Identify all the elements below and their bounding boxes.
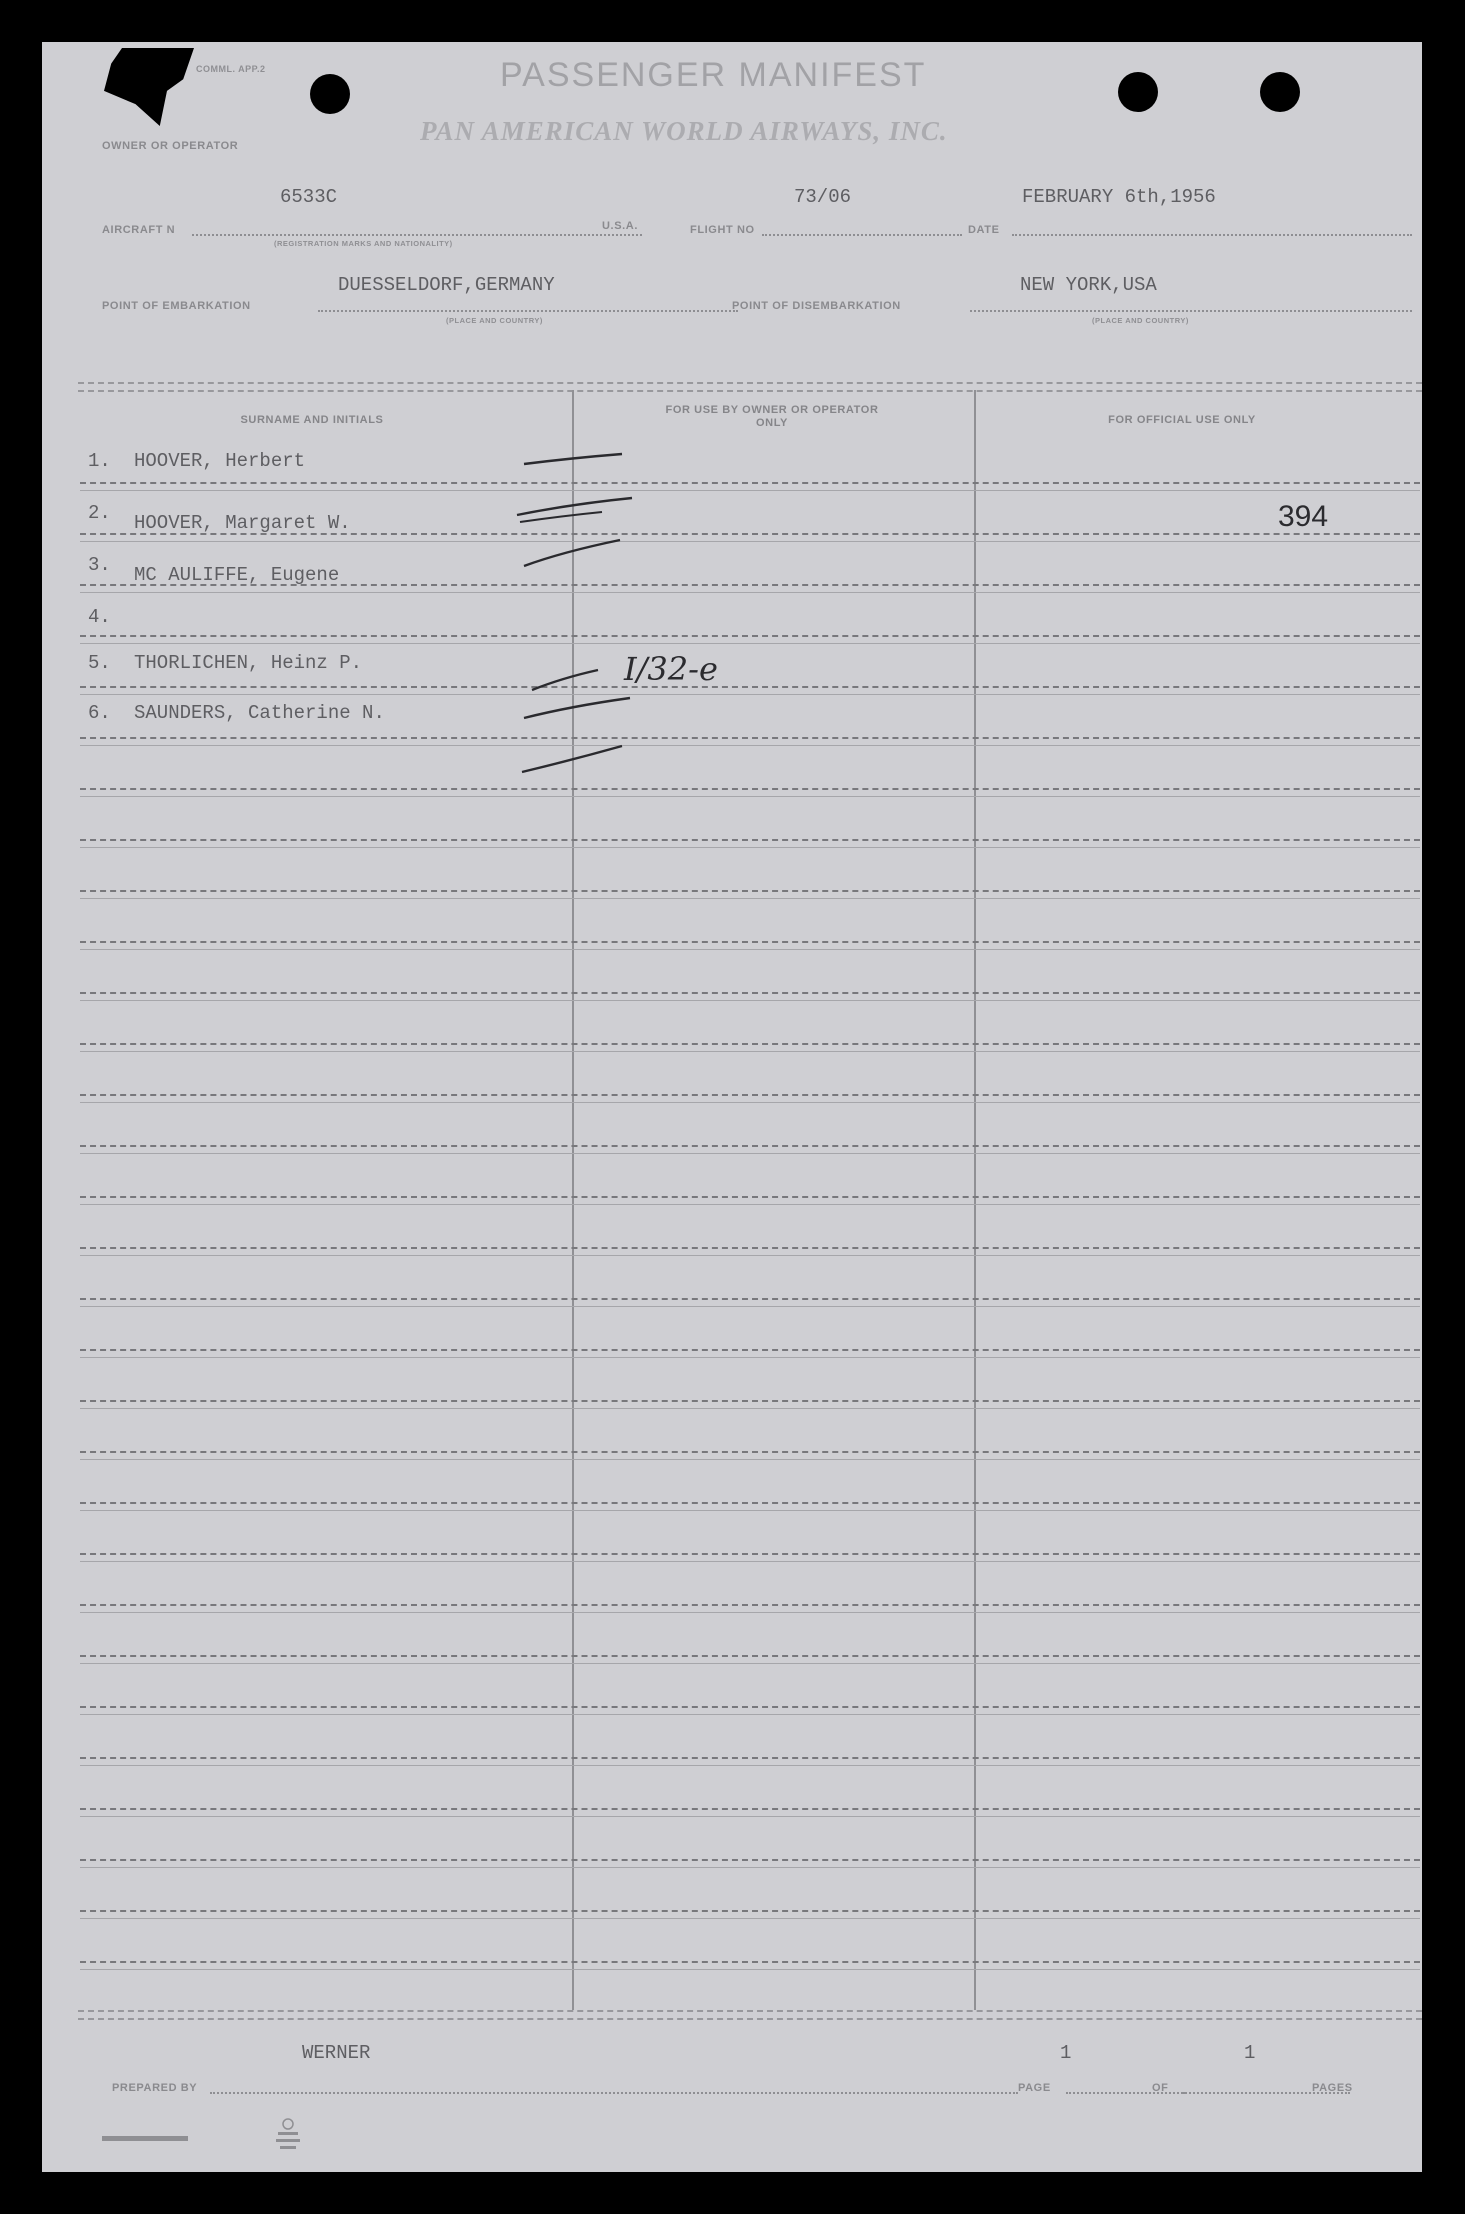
table-top-rule-2: [78, 390, 1422, 392]
table-bottom-rule-2: [78, 2018, 1422, 2020]
punch-hole-right-1: [1118, 72, 1158, 112]
row-rule: [80, 686, 1420, 688]
page-number: 1: [1060, 2042, 1072, 2064]
prepared-by-line: [210, 2092, 1018, 2094]
row-rule: [80, 839, 1420, 841]
row-rule-faint: [80, 1204, 1420, 1205]
row-rule-faint: [80, 1663, 1420, 1664]
row-rule-faint: [80, 1714, 1420, 1715]
row-rule-faint: [80, 1510, 1420, 1511]
row-rule-faint: [80, 898, 1420, 899]
of-label: OF: [1152, 2082, 1169, 2094]
passenger-num-6: 6.: [88, 702, 111, 724]
col-owner-header: FOR USE BY OWNER OR OPERATOR ONLY: [665, 404, 879, 429]
date-line: [1012, 234, 1412, 236]
passenger-num-1: 1.: [88, 450, 111, 472]
page-title: PASSENGER MANIFEST: [500, 56, 927, 94]
table-bottom-rule-1: [78, 2010, 1422, 2012]
row-rule-faint: [80, 1816, 1420, 1817]
row-rule: [80, 1298, 1420, 1300]
row-rule: [80, 1604, 1420, 1606]
row-rule-faint: [80, 1000, 1420, 1001]
row-rule-faint: [80, 796, 1420, 797]
row-rule: [80, 635, 1420, 637]
passenger-name-3: MC AULIFFE, Eugene: [134, 564, 340, 586]
disembarkation-label: POINT OF DISEMBARKATION: [732, 300, 901, 312]
flight-date: FEBRUARY 6th,1956: [1022, 186, 1216, 208]
row-rule: [80, 1400, 1420, 1402]
form-code: COMML. APP.2: [196, 64, 266, 74]
flight-number: 73/06: [794, 186, 852, 208]
printer-mark: [102, 2112, 302, 2162]
punch-hole-right-2: [1260, 72, 1300, 112]
passenger-num-3: 3.: [88, 554, 111, 576]
row-rule: [80, 1451, 1420, 1453]
row-rule-faint: [80, 643, 1420, 644]
torn-corner: [104, 48, 194, 126]
row-rule: [80, 1145, 1420, 1147]
table-top-rule-1: [78, 382, 1422, 384]
passenger-name-5: THORLICHEN, Heinz P.: [134, 652, 363, 674]
row-rule-faint: [80, 1306, 1420, 1307]
row-rule: [80, 941, 1420, 943]
passenger-num-2: 2.: [88, 502, 111, 524]
passenger-name-2: HOOVER, Margaret W.: [134, 512, 351, 534]
row-rule: [80, 1655, 1420, 1657]
row-rule: [80, 1961, 1420, 1963]
embarkation-caption: (PLACE AND COUNTRY): [446, 316, 543, 325]
passenger-name-1: HOOVER, Herbert: [134, 450, 306, 472]
punch-hole-left: [310, 74, 350, 114]
row-rule-faint: [80, 1357, 1420, 1358]
embarkation-label: POINT OF EMBARKATION: [102, 300, 251, 312]
row-rule-faint: [80, 1153, 1420, 1154]
row-rule-faint: [80, 949, 1420, 950]
row-rule: [80, 1808, 1420, 1810]
disembarkation-place: NEW YORK,USA: [1020, 274, 1157, 296]
passenger-num-5: 5.: [88, 652, 111, 674]
col-surname-header: SURNAME AND INITIALS: [240, 414, 384, 426]
row-rule-faint: [80, 592, 1420, 593]
row-rule-faint: [80, 1561, 1420, 1562]
aircraft-number: 6533C: [280, 186, 338, 208]
disembarkation-caption: (PLACE AND COUNTRY): [1092, 316, 1189, 325]
aircraft-label: AIRCRAFT N: [102, 224, 176, 236]
date-label: DATE: [968, 224, 1000, 236]
passenger-num-4: 4.: [88, 606, 111, 628]
prepared-by-value: WERNER: [302, 2042, 371, 2064]
row-rule: [80, 788, 1420, 790]
manifest-page: [42, 42, 1422, 2172]
row-rule: [80, 890, 1420, 892]
row-rule-faint: [80, 1765, 1420, 1766]
row-rule-faint: [80, 847, 1420, 848]
row-rule-faint: [80, 1867, 1420, 1868]
row-rule-faint: [80, 1408, 1420, 1409]
row-rule-faint: [80, 1918, 1420, 1919]
row-rule-faint: [80, 1051, 1420, 1052]
of-number: 1: [1244, 2042, 1256, 2064]
usa-label: U.S.A.: [602, 220, 638, 232]
row-rule: [80, 482, 1420, 484]
row-rule: [80, 1196, 1420, 1198]
row-rule-faint: [80, 490, 1420, 491]
row-rule: [80, 1910, 1420, 1912]
row-rule-faint: [80, 541, 1420, 542]
row-rule-faint: [80, 1255, 1420, 1256]
row-rule: [80, 992, 1420, 994]
pages-label: PAGES: [1312, 2082, 1353, 2094]
company-name: PAN AMERICAN WORLD AIRWAYS, INC.: [420, 116, 948, 146]
row-rule: [80, 1706, 1420, 1708]
row-rule-faint: [80, 1102, 1420, 1103]
row-rule-faint: [80, 694, 1420, 695]
flight-label: FLIGHT NO: [690, 224, 755, 236]
row-rule: [80, 1502, 1420, 1504]
official-number: 394: [1278, 500, 1329, 533]
page-label: PAGE: [1018, 2082, 1051, 2094]
registration-caption: (REGISTRATION MARKS AND NATIONALITY): [274, 239, 453, 248]
row-rule: [80, 1349, 1420, 1351]
row-rule: [80, 1247, 1420, 1249]
column-divider-2: [974, 390, 976, 2010]
row-rule-faint: [80, 1459, 1420, 1460]
embarkation-line: [318, 310, 738, 312]
row-rule: [80, 1553, 1420, 1555]
row-rule-faint: [80, 1969, 1420, 1970]
flight-line: [762, 234, 962, 236]
handwritten-note: I/32-e: [624, 650, 718, 688]
row-rule: [80, 737, 1420, 739]
disembarkation-line: [970, 310, 1412, 312]
embarkation-place: DUESSELDORF,GERMANY: [338, 274, 555, 296]
owner-label: OWNER OR OPERATOR: [102, 140, 239, 152]
handwritten-ticks: [512, 442, 712, 782]
prepared-by-label: PREPARED BY: [112, 2082, 198, 2094]
aircraft-line: [192, 234, 642, 236]
row-rule: [80, 1859, 1420, 1861]
col-official-header: FOR OFFICIAL USE ONLY: [1108, 414, 1256, 426]
row-rule: [80, 1043, 1420, 1045]
row-rule: [80, 1757, 1420, 1759]
row-rule-faint: [80, 745, 1420, 746]
row-rule: [80, 1094, 1420, 1096]
passenger-name-6: SAUNDERS, Catherine N.: [134, 702, 385, 724]
row-rule-faint: [80, 1612, 1420, 1613]
